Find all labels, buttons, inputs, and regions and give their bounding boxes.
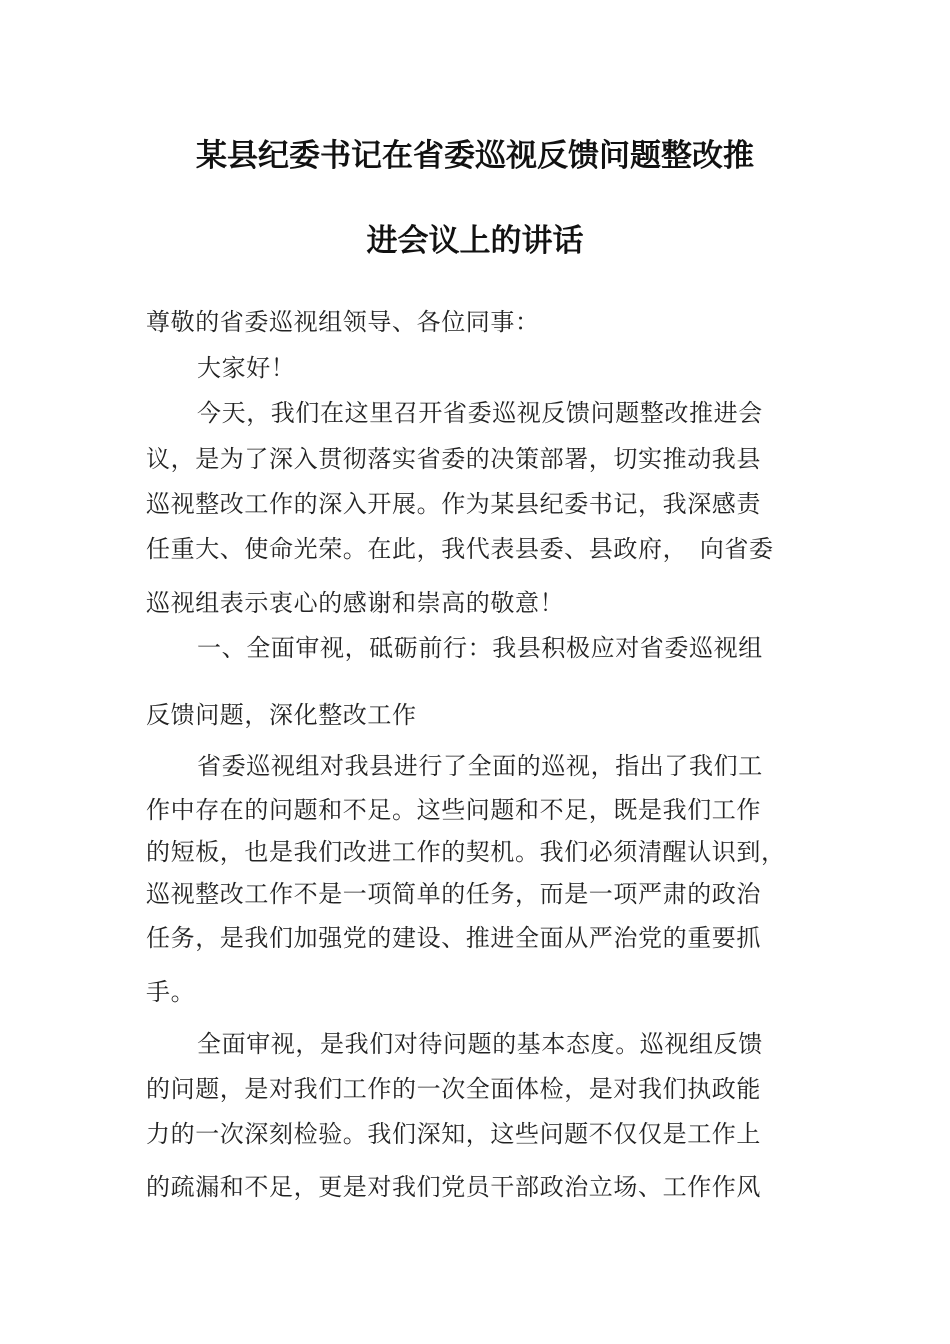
salutation: 尊敬的省委巡视组领导、各位同事： xyxy=(146,308,540,336)
paragraph-1-line: 议，是为了深入贯彻落实省委的决策部署，切实推动我县 xyxy=(146,445,761,473)
paragraph-2-line: 的短板，也是我们改进工作的契机。我们必须清醒认识到， xyxy=(146,838,786,866)
document-title-line-1: 某县纪委书记在省委巡视反馈问题整改推 xyxy=(196,138,754,174)
paragraph-2-line: 作中存在的问题和不足。这些问题和不足，既是我们工作 xyxy=(146,796,761,824)
section-heading-line: 反馈问题，深化整改工作 xyxy=(146,701,417,729)
paragraph-3-line: 的疏漏和不足，更是对我们党员干部政治立场、工作作风 xyxy=(146,1173,761,1201)
section-heading-line: 一、全面审视，砥砺前行：我县积极应对省委巡视组 xyxy=(197,634,763,662)
paragraph-3-line: 力的一次深刻检验。我们深知，这些问题不仅仅是工作上 xyxy=(146,1120,761,1148)
paragraph-3-line: 全面审视，是我们对待问题的基本态度。巡视组反馈 xyxy=(197,1030,763,1058)
document-title-line-2: 进会议上的讲话 xyxy=(366,223,584,259)
paragraph-2-line: 巡视整改工作不是一项简单的任务，而是一项严肃的政治 xyxy=(146,880,761,908)
paragraph-1-line: 今天，我们在这里召开省委巡视反馈问题整改推进会 xyxy=(197,399,763,427)
paragraph-1-line: 任重大、使命光荣。在此，我代表县委、县政府， 向省委 xyxy=(146,535,774,563)
paragraph-1-line: 巡视整改工作的深入开展。作为某县纪委书记，我深感责 xyxy=(146,490,761,518)
paragraph-2-line: 任务，是我们加强党的建设、推进全面从严治党的重要抓 xyxy=(146,924,761,952)
greeting: 大家好！ xyxy=(197,354,296,382)
paragraph-2-line: 省委巡视组对我县进行了全面的巡视，指出了我们工 xyxy=(197,752,763,780)
paragraph-1-line: 巡视组表示衷心的感谢和崇高的敬意！ xyxy=(146,589,565,617)
paragraph-3-line: 的问题，是对我们工作的一次全面体检，是对我们执政能 xyxy=(146,1075,761,1103)
paragraph-2-line: 手。 xyxy=(146,978,196,1006)
